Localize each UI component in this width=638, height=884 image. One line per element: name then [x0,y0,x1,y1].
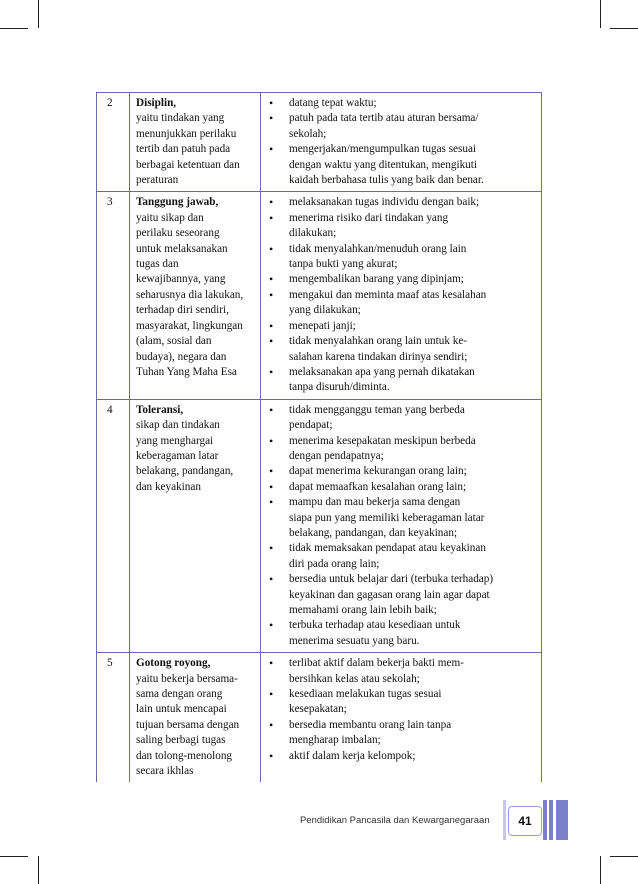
indicator-line: dengan pendapatnya; [289,449,384,462]
indicator-item [265,242,535,273]
indicator-item [265,96,535,111]
footer-stripe [503,800,506,840]
indicator-item [265,495,535,541]
indicator-line: • menerima risiko dari tindakan yang [289,211,449,224]
indicator-line: sekolah; [289,127,327,140]
indicator-item [265,572,535,618]
value-description-line: menunjukkan perilaku [136,127,237,140]
indicator-cell [261,653,542,783]
value-description [136,111,254,188]
indicator-line: • terbuka terhadap atau kesediaan untuk [289,619,461,632]
value-description-line: dan keyakinan [136,480,201,493]
footer-stripe [543,800,547,840]
value-description-line: tujuan bersama dengan [136,718,240,731]
indicator-line: • tidak mengganggu teman yang berbeda [289,403,465,416]
indicator-line: tanpa disuruh/diminta. [289,381,390,394]
indicator-item [265,541,535,572]
indicator-line: pendapat; [289,419,333,432]
indicator-line: mengharap imbalan; [289,734,381,747]
row-number: 4 [97,399,130,653]
footer-stripe [549,800,553,840]
value-description-line: keberagaman latar [136,449,219,462]
indicator-list [265,403,535,650]
row-number: 2 [97,93,130,192]
value-description-line: seharusnya dia lakukan, [136,288,244,301]
indicator-item [265,142,535,188]
indicator-cell [261,192,542,399]
value-description-line: saling berbagi tugas [136,734,226,747]
row-number: 3 [97,192,130,399]
value-title: Tanggung jawab, [136,196,219,209]
value-title: Gotong royong, [136,657,211,670]
indicator-line: • tidak menyalahkan/menuduh orang lain [289,242,467,255]
indicator-line: salahan karena tindakan dirinya sendiri; [289,350,468,363]
indicator-item [265,480,535,495]
indicator-line: • dapat menerima kekurangan orang lain; [289,465,467,478]
indicator-line: • melaksanakan apa yang pernah dikatakan [289,365,475,378]
indicator-line: • kesediaan melakukan tugas sesuai [289,688,442,701]
indicator-line: menerima sesuatu yang baru. [289,634,420,647]
indicator-line: • mampu dan mau bekerja sama dengan [289,496,461,509]
indicator-item [265,749,535,764]
indicator-line: • bersedia untuk belajar dari (terbuka terhadap) [289,573,494,586]
page-number: 41 [508,806,542,836]
value-description-line: (alam, sosial dan [136,335,212,348]
indicator-item [265,334,535,365]
indicator-line: • mengembalikan barang yang dipinjam; [289,273,464,286]
value-description-line: peraturan [136,174,179,187]
value-description-line: dan tolong-menolong [136,749,233,762]
book-title: Pendidikan Pancasila dan Kewarganegaraan [300,815,490,826]
value-description-line: untuk melaksanakan [136,242,228,255]
value-description-line: yaitu sikap dan [136,211,204,224]
indicator-line: • menepati janji; [289,319,356,332]
value-description-line: yaitu bekerja bersama- [136,672,238,685]
value-description-line: sama dengan orang [136,688,223,701]
indicator-list [265,195,535,395]
value-description [136,211,254,380]
value-description-line: berbagai ketentuan dan [136,158,240,171]
crop-mark [600,0,601,28]
value-description-line: kewajibannya, yang [136,273,226,286]
indicator-item [265,319,535,334]
indicator-line: yang dilakukan; [289,304,361,317]
crop-mark [38,0,39,28]
crop-mark [610,856,638,857]
indicator-cell [261,93,542,192]
indicator-line: kaidah berbahasa tulis yang baik dan benar. [289,174,484,187]
value-description-line: yang menghargai [136,434,214,447]
indicator-line: dilakukan; [289,227,337,240]
value-description [136,672,254,780]
indicator-line: • aktif dalam kerja kelompok; [289,749,416,762]
indicator-item [265,434,535,465]
indicator-item [265,195,535,210]
table-row [97,93,542,192]
value-description-line: perilaku seseorang [136,227,220,240]
indicator-line: tanpa bukti yang akurat; [289,258,398,271]
value-description-line: lain untuk mencapai [136,703,227,716]
indicator-line: • tidak menyalahkan orang lain untuk ke- [289,335,468,348]
indicator-line: memahami orang lain lebih baik; [289,604,437,616]
indicator-line: • bersedia membantu orang lain tanpa [289,718,452,731]
indicator-line: • menerima kesepakatan meskipun berbeda [289,434,476,447]
value-description-line: tertib dan patuh pada [136,143,231,156]
indicator-list [265,656,535,764]
value-cell [130,93,261,192]
indicator-item [265,288,535,319]
indicator-item [265,403,535,434]
indicator-line: diri pada orang lain; [289,557,380,570]
value-description-line: budaya), negara dan [136,350,227,363]
table-row [97,399,542,653]
value-description-line: masyarakat, lingkungan [136,319,243,332]
value-description-line: terhadap diri sendiri, [136,304,229,317]
indicator-item [265,211,535,242]
indicator-line: • tidak memaksakan pendapat atau keyakinan [289,542,486,555]
crop-mark [0,856,28,857]
value-description-line: Tuhan Yang Maha Esa [136,365,237,378]
indicator-list [265,96,535,188]
value-description-line: sikap dan tindakan [136,419,220,432]
indicator-line: keyakinan dan gagasan orang lain agar dapat [289,588,490,601]
indicator-line: • mengerjakan/mengumpulkan tugas sesuai [289,143,477,156]
indicator-item [265,687,535,718]
footer-stripe [556,800,568,840]
indicator-item [265,272,535,287]
indicator-line: • patuh pada tata tertib atau aturan bersama/ [289,112,479,125]
crop-mark [38,856,39,884]
row-number: 5 [97,653,130,783]
table-row [97,653,542,783]
value-description-line: secara ikhlas [136,765,194,778]
indicator-line: dengan waktu yang ditentukan, mengikuti [289,158,477,171]
value-description [136,418,254,495]
value-description-line: belakang, pandangan, [136,465,234,478]
indicator-line: kesepakatan; [289,703,347,716]
indicator-line: • dapat memaafkan kesalahan orang lain; [289,480,467,493]
value-cell [130,653,261,783]
value-description-line: tugas dan [136,258,179,271]
crop-mark [600,856,601,884]
indicator-item [265,111,535,142]
indicator-line: bersihkan kelas atau sekolah; [289,672,420,685]
indicator-line: siapa pun yang memiliki keberagaman latar [289,511,485,524]
indicator-line: • terlibat aktif dalam bekerja bakti mem- [289,657,464,670]
indicator-item [265,618,535,649]
indicator-line: • datang tepat waktu; [289,97,377,109]
value-cell [130,192,261,399]
indicator-item [265,656,535,687]
indicator-cell [261,399,542,653]
indicator-item [265,718,535,749]
character-values-table [96,92,542,782]
indicator-item [265,464,535,479]
crop-mark [610,28,638,29]
indicator-line: • melaksanakan tugas individu dengan baik; [289,196,480,209]
table-row [97,192,542,399]
value-title: Disiplin, [136,97,177,109]
crop-mark [0,28,28,29]
indicator-line: • mengakui dan meminta maaf atas kesalahan [289,288,487,301]
indicator-item [265,365,535,396]
indicator-line: belakang, pandangan, dan keyakinan; [289,526,458,539]
value-title: Toleransi, [136,403,184,416]
value-cell [130,399,261,653]
value-description-line: yaitu tindakan yang [136,112,225,125]
